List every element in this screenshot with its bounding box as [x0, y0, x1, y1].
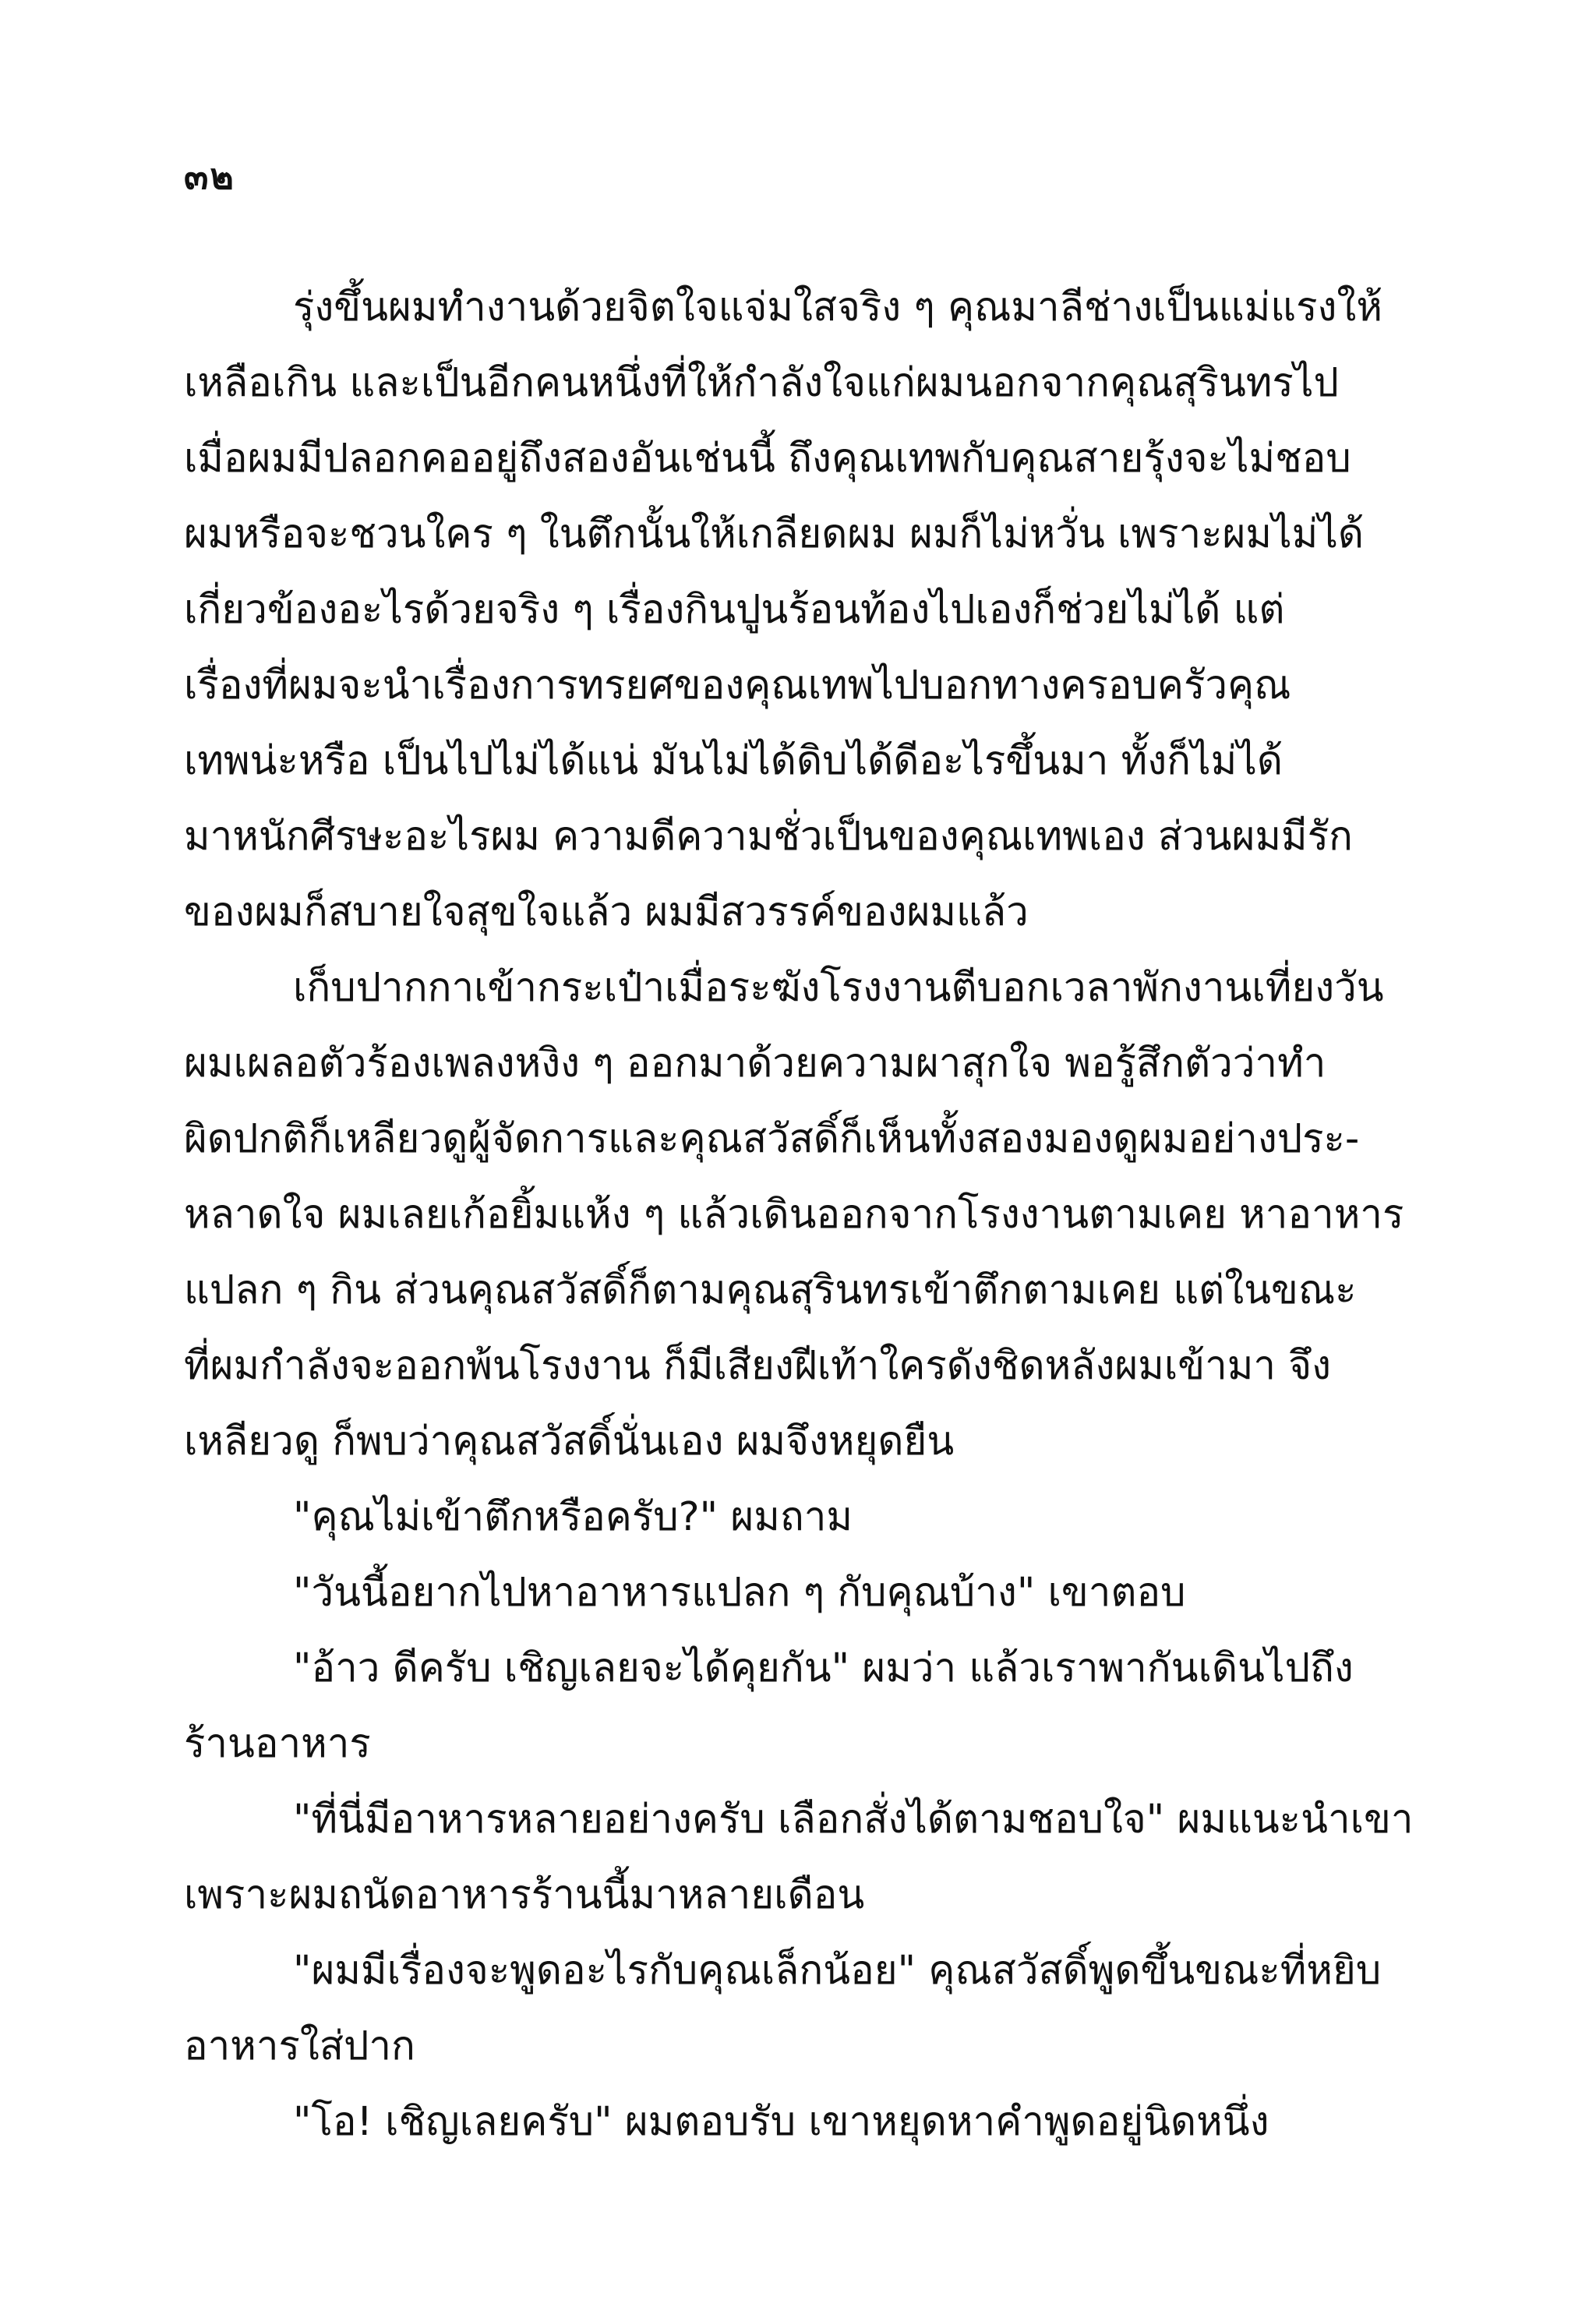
text-line: ที่ผมกำลังจะออกพ้นโรงงาน ก็มีเสียงฝีเท้าใครดังชิดหลังผมเข้ามา จึง [184, 1343, 1332, 1389]
text-line: เมื่อผมมีปลอกคออยู่ถึงสองอันเช่นนี้ ถึงคุณเทพกับคุณสายรุ้งจะไม่ชอบ [184, 436, 1351, 482]
page-number: ๓๒ [184, 155, 235, 197]
text-line: "ที่นี่มีอาหารหลายอย่างครับ เลือกสั่งได้ตามชอบใจ" ผมแนะนำเขา [293, 1797, 1414, 1843]
text-line: เก็บปากกาเข้ากระเป๋าเมื่อระฆังโรงงานตีบอกเวลาพักงานเที่ยงวัน [293, 965, 1384, 1011]
text-line: "วันนี้อยากไปหาอาหารแปลก ๆ กับคุณบ้าง" เขาตอบ [293, 1570, 1186, 1616]
text-line: "โอ! เชิญเลยครับ" ผมตอบรับ เขาหยุดหาคำพูดอยู่นิดหนึ่ง [293, 2099, 1269, 2145]
text-line: เทพน่ะหรือ เป็นไปไม่ได้แน่ มันไม่ได้ดิบได้ดีอะไรขึ้นมา ทั้งก็ไม่ได้ [184, 738, 1284, 784]
text-line: มาหนักศีรษะอะไรผม ความดีความชั่วเป็นของคุณเทพเอง ส่วนผมมีรัก [184, 814, 1353, 860]
text-line: แปลก ๆ กิน ส่วนคุณสวัสดิ์ก็ตามคุณสุรินทรเข้าตึกตามเคย แต่ในขณะ [184, 1267, 1357, 1313]
text-line: เหลียวดู ก็พบว่าคุณสวัสดิ์นั่นเอง ผมจึงหยุดยืน [184, 1419, 955, 1465]
text-line: รุ่งขึ้นผมทำงานด้วยจิตใจแจ่มใสจริง ๆ คุณมาลีช่างเป็นแม่แรงให้ [293, 284, 1382, 330]
text-line: เหลือเกิน และเป็นอีกคนหนึ่งที่ให้กำลังใจแก่ผมนอกจากคุณสุรินทรไป [184, 360, 1339, 406]
text-line: เพราะผมถนัดอาหารร้านนี้มาหลายเดือน [184, 1872, 865, 1918]
text-line: ผิดปกติก็เหลียวดูผู้จัดการและคุณสวัสดิ์ก็เห็นทั้งสองมองดูผมอย่างประ- [184, 1116, 1360, 1162]
text-line: ของผมก็สบายใจสุขใจแล้ว ผมมีสวรรค์ของผมแล้ว [184, 889, 1029, 935]
text-line: "อ้าว ดีครับ เชิญเลยจะได้คุยกัน" ผมว่า แล้วเราพากันเดินไปถึง [293, 1645, 1354, 1691]
text-line: ผมเผลอตัวร้องเพลงหงิง ๆ ออกมาด้วยความผาสุกใจ พอรู้สึกตัวว่าทำ [184, 1041, 1326, 1087]
text-line: เกี่ยวข้องอะไรด้วยจริง ๆ เรื่องกินปูนร้อนท้องไปเองก็ช่วยไม่ได้ แต่ [184, 587, 1285, 633]
text-line: "ผมมีเรื่องจะพูดอะไรกับคุณเล็กน้อย" คุณสวัสดิ์พูดขึ้นขณะที่หยิบ [293, 1948, 1382, 1994]
text-line: ร้านอาหาร [184, 1721, 371, 1767]
text-line: หลาดใจ ผมเลยเก้อยิ้มแห้ง ๆ แล้วเดินออกจากโรงงานตามเคย หาอาหาร [184, 1192, 1404, 1238]
text-line: เรื่องที่ผมจะนำเรื่องการทรยศของคุณเทพไปบอกทางครอบครัวคุณ [184, 663, 1291, 708]
text-line: ผมหรือจะชวนใคร ๆ ในตึกนั้นให้เกลียดผม ผมก็ไม่หวั่น เพราะผมไม่ได้ [184, 511, 1365, 557]
text-line: "คุณไม่เข้าตึกหรือครับ?" ผมถาม [293, 1494, 853, 1540]
text-line: อาหารใส่ปาก [184, 2023, 415, 2069]
